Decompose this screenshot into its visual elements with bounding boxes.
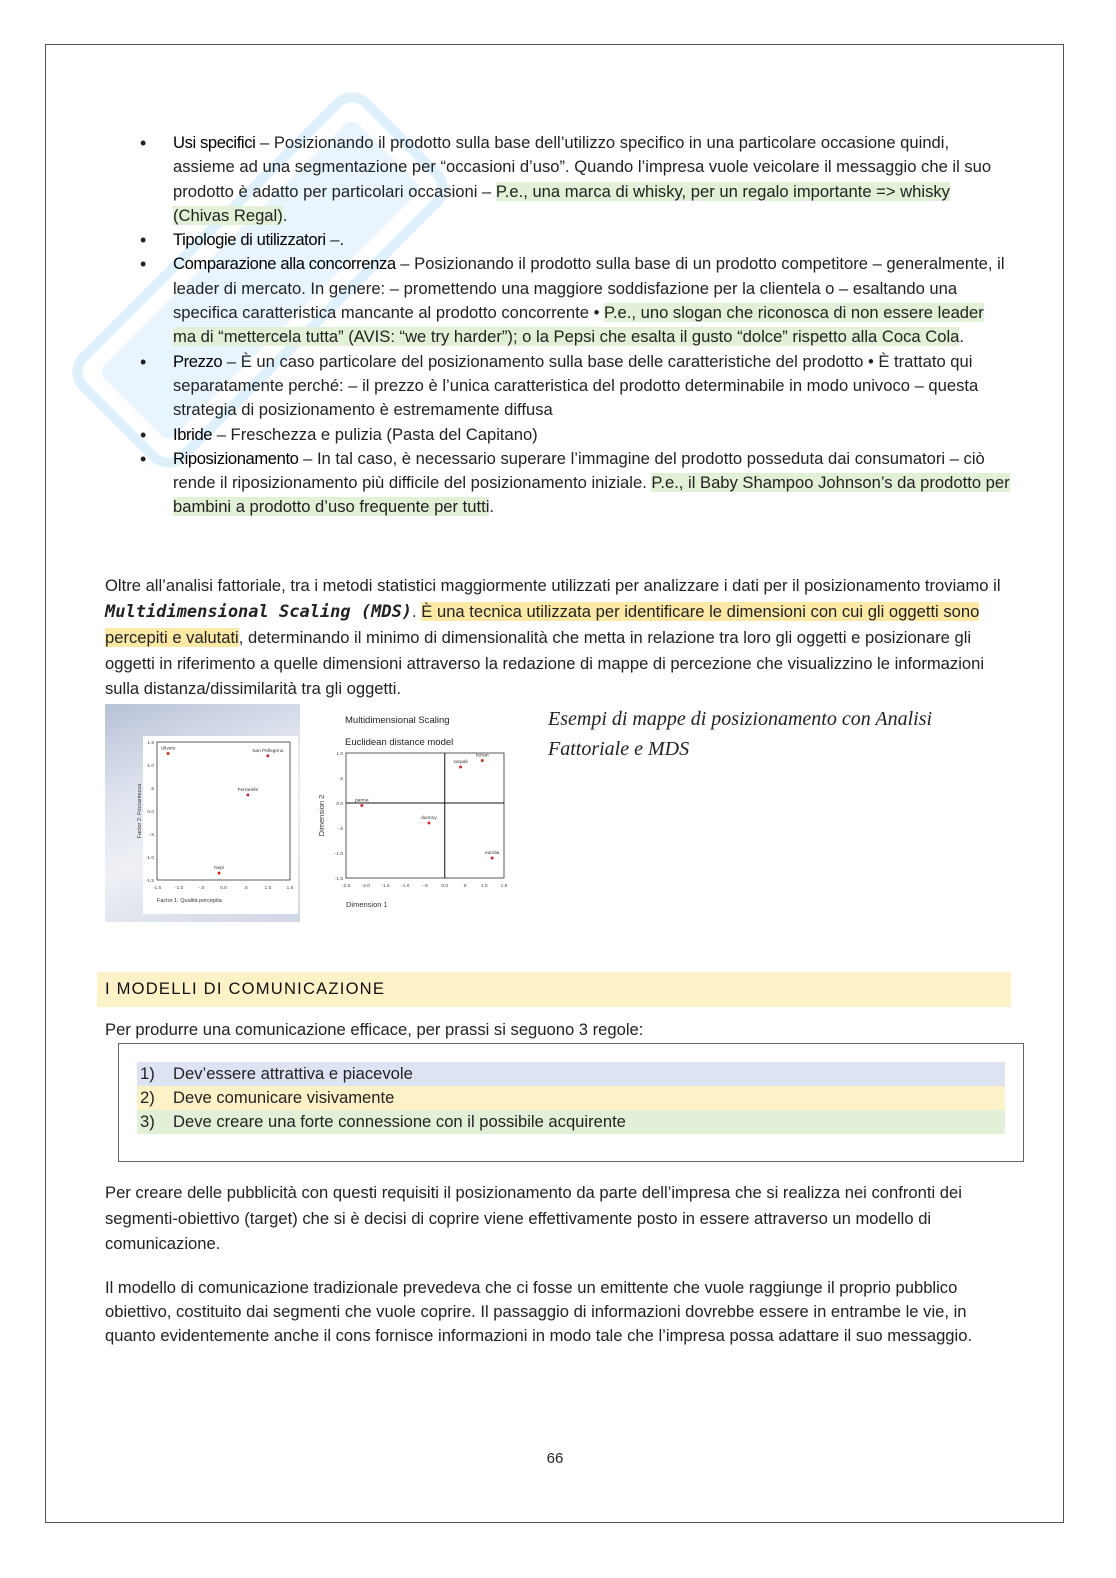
x-tick-label: -1.0: [175, 886, 184, 891]
chart-subtitle: Euclidean distance model: [345, 737, 454, 748]
x-tick-label: 0.0: [220, 886, 227, 891]
bullet-term: Usi specifici: [173, 133, 256, 152]
bullet-example: P.e., uno slogan che riconosca di non essere leader ma di “mettercela tutta” (AVIS: “we try harder”); o la Pepsi che esalta il gusto “dolce” rispetto alla Coca Cola: [173, 303, 984, 347]
rule-number: 2): [140, 1088, 155, 1107]
x-tick-label: .5: [462, 884, 467, 889]
y-axis-label: Factor 2: Frizzantezza: [137, 783, 143, 839]
positioning-bullets: [140, 131, 1010, 520]
x-tick-label: 1.0: [480, 884, 488, 889]
chart-title: Multidimensional Scaling: [345, 715, 450, 726]
page-number: 66: [546, 1450, 564, 1467]
y-tick-label: .5: [338, 777, 343, 782]
factor-analysis-chart: [105, 704, 300, 922]
bullet-text: .: [282, 205, 288, 225]
rules-box: [118, 1043, 1024, 1162]
bullet-item: [140, 252, 1010, 349]
data-point: [491, 857, 494, 860]
bullet-item: [140, 350, 1010, 423]
section-title: I MODELLI DI COMUNICAZIONE: [97, 972, 1011, 1007]
y-tick-label: -1.0: [334, 852, 343, 857]
x-axis-label: Dimension 1: [346, 900, 388, 909]
point-label: Nepi: [214, 866, 225, 872]
bullet-item: [140, 131, 1010, 228]
x-tick-label: -2.5: [341, 884, 351, 889]
bullet-text: – Posizionando il prodotto sulla base di un prodotto competitore – generalmente, il leader di mercato. In genere: – promettendo una maggiore soddisfazione per la clientela o – esaltando una specifica caratteristica mancante al prodotto concorrente •: [173, 254, 1005, 323]
rule-text: Deve creare una forte connessione con il possibile acquirente: [173, 1112, 626, 1131]
bullet-item: [140, 447, 1010, 520]
rule-text: Dev’essere attrattiva e piacevole: [173, 1064, 413, 1083]
rule-item: [137, 1110, 1005, 1134]
rule-item: [137, 1086, 1005, 1110]
bullet-example: P.e., una marca di whisky, per un regalo importante => whisky (Chivas Regal): [173, 181, 950, 225]
x-tick-label: 0.0: [441, 884, 449, 889]
x-tick-label: 1.5: [500, 884, 508, 889]
y-tick-label: .5: [149, 787, 154, 792]
bullet-item: [140, 228, 1010, 252]
bullet-term: Prezzo: [173, 351, 223, 371]
y-tick-label: -1.0: [145, 856, 154, 861]
rule-number: 3): [140, 1112, 155, 1131]
y-tick-label: -1.5: [145, 879, 154, 884]
mds-chart: [312, 708, 517, 920]
data-point: [428, 822, 431, 825]
bullet-term: Riposizionamento: [173, 448, 299, 468]
bullet-text: –.: [325, 230, 345, 250]
data-point: [247, 794, 250, 797]
bullet-text: .: [959, 327, 964, 347]
figure-caption: Esempi di mappe di posizionamento con Analisi Fattoriale e MDS: [548, 708, 933, 760]
factor-analysis-map: [105, 704, 300, 922]
mds-paragraph: Oltre all’analisi fattoriale, tra i metodi statistici maggiormente utilizzati per analizzare i dati per il posizionamento troviamo il Multidimensional Scaling (MDS). È una tecnica utilizzata per identificare le dimensioni con cui gli oggetti sono percepiti e valutati, determinando il minimo di dimensionalità che metta in relazione tra loro gli oggetti e posizionare gli oggetti in riferimento a quelle dimensioni attraverso la redazione di mappe di percezione che visualizzino le informazioni sulla distanza/dissimilarità tra gli oggetti.: [105, 576, 1001, 699]
mds-definition: È una tecnica utilizzata per identificare le dimensioni con cui gli oggetti sono percepiti e valutati: [105, 601, 980, 648]
x-tick-label: -.5: [198, 886, 205, 891]
point-label: parma: [354, 798, 369, 804]
bullet-text: – In tal caso, è necessario superare l’immagine del prodotto posseduta dai consumatori – ciò rende il riposizionamento più difficile del posizionamento iniziale.: [173, 448, 985, 493]
model-paragraph: Il modello di comunicazione tradizionale prevedeva che ci fosse un emittente che vuole raggiunge il proprio pubblico obiettivo, costituito dai segmenti che vuole coprire. Il passaggio di informazioni dovrebbe essere in entrambe le vie, in quanto evidentemente anche il cons fornisce informazioni in modo tale che l’impresa possa adattare il suo messaggio.: [105, 1278, 973, 1346]
y-tick-label: -.5: [148, 833, 154, 838]
y-tick-label: 0.0: [147, 810, 154, 815]
bullet-text: – Posizionando il prodotto sulla base dell’utilizzo specifico in una particolare occasione quindi, assieme ad una segmentazione per “occasioni d’uso”. Quando l’impresa vuole veicolare il messaggio che il suo prodotto è adatto per particolari occasioni –: [173, 133, 992, 201]
point-label: Uliveto: [160, 746, 176, 752]
data-point: [481, 759, 484, 762]
x-tick-label: 1.5: [286, 886, 294, 891]
point-label: ferrari: [476, 753, 489, 759]
bullet-term: Tipologie di utilizzatori: [173, 230, 326, 250]
y-axis-label: Dimension 2: [317, 794, 326, 837]
x-tick-label: -1.0: [401, 884, 410, 889]
data-point: [459, 766, 462, 769]
rule-item: [137, 1062, 1005, 1086]
x-tick-label: 1.0: [264, 886, 272, 891]
x-tick-label: -2.0: [361, 884, 370, 889]
rule-number: 1): [140, 1064, 155, 1083]
data-point: [167, 752, 170, 755]
bullet-text: .: [489, 497, 495, 517]
data-point: [361, 804, 364, 807]
x-axis-label: Factor 1: Qualità percepita: [157, 898, 222, 904]
mds-term: Multidimensional Scaling (MDS): [105, 601, 413, 622]
y-tick-label: 0.0: [336, 802, 343, 807]
y-tick-label: 1.0: [147, 764, 154, 769]
bullet-term: Ibride: [173, 424, 213, 444]
bullet-text: – È un caso particolare del posizionamento sulla base delle caratteristiche del prodotto • È trattato qui separatamente perché: – il prezzo è l’unica caratteristica del prodotto determinabile in modo univoco – questa strategia di posizionamento è estremamente diffusa: [173, 351, 979, 420]
x-tick-label: -1.5: [381, 884, 390, 889]
rule-text: Deve comunicare visivamente: [173, 1088, 395, 1107]
point-label: eurolia: [484, 851, 500, 856]
x-tick-label: .5: [243, 886, 248, 891]
point-label: sarpall: [453, 760, 468, 765]
data-point: [267, 755, 270, 758]
y-tick-label: -1.5: [334, 877, 343, 882]
data-point: [218, 872, 221, 875]
x-tick-label: -1.5: [152, 886, 162, 891]
y-tick-label: 1.5: [147, 741, 154, 746]
mds-map: [312, 708, 517, 920]
rules-intro: Per produrre una comunicazione efficace, per prassi si seguono 3 regole:: [105, 1020, 644, 1039]
point-label: dummy: [421, 816, 437, 821]
x-tick-label: -.5: [422, 884, 428, 889]
bullet-text: – Freschezza e pulizia (Pasta del Capitano): [212, 424, 538, 444]
point-label: Ferrarelle: [237, 787, 259, 793]
bullet-term: Comparazione alla concorrenza: [173, 254, 396, 274]
ads-paragraph: Per creare delle pubblicità con questi requisiti il posizionamento da parte dell’impresa che si realizza nei confronti dei segmenti-obiettivo (target) che si è decisi di coprire viene effettivamente posto in essere attraverso un modello di comunicazione.: [105, 1183, 962, 1254]
bullet-item: [140, 423, 1010, 447]
bullet-example: P.e., il Baby Shampoo Johnson’s da prodotto per bambini a prodotto d’uso frequente per tutti: [173, 473, 1010, 517]
point-label: San Pellegrino: [252, 748, 284, 754]
y-tick-label: 1.0: [336, 752, 343, 757]
y-tick-label: -.5: [337, 827, 343, 832]
